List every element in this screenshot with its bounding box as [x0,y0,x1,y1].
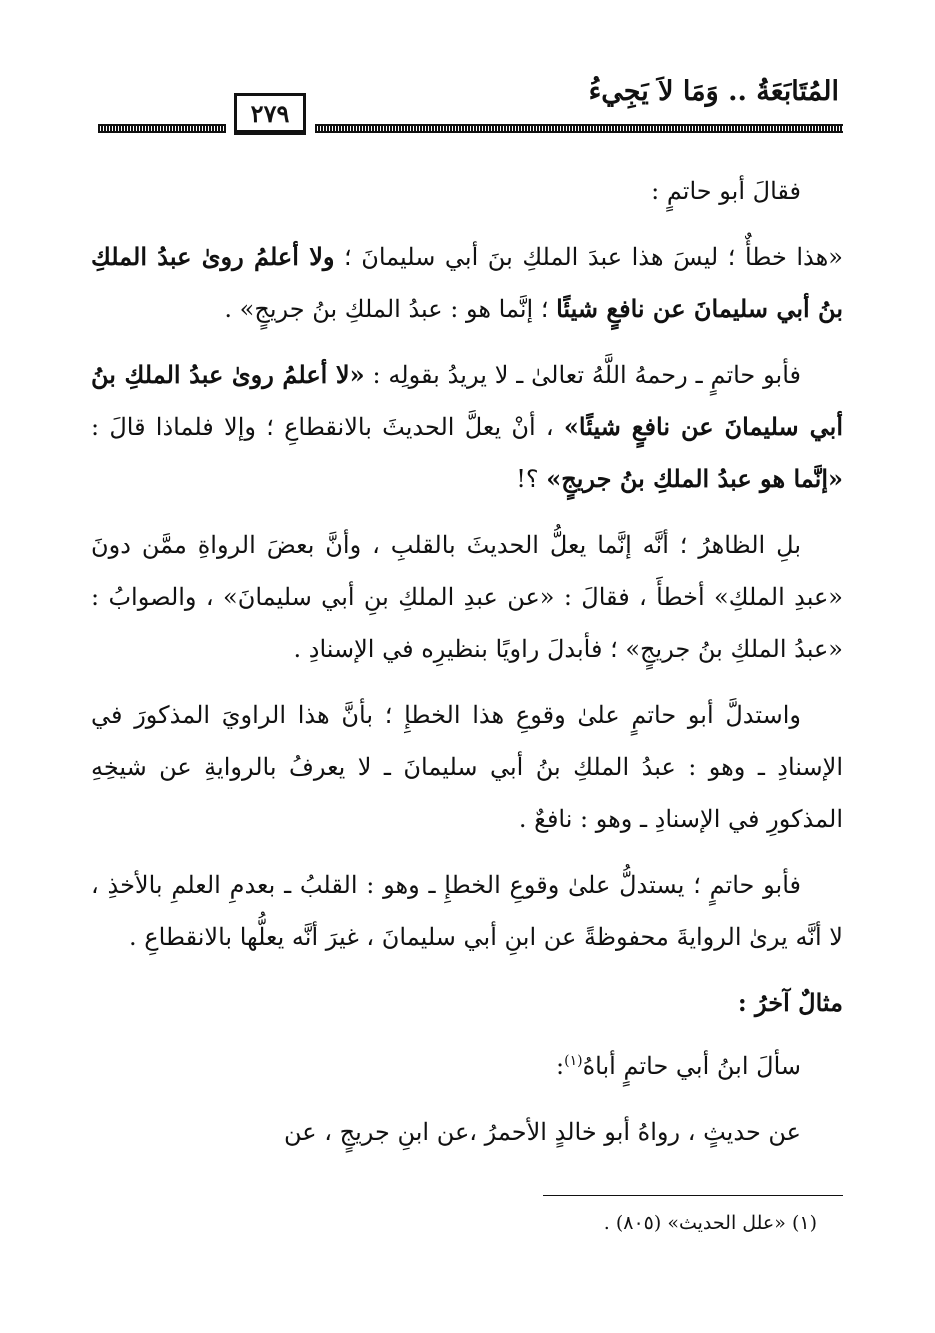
paragraph-8: عن حديثٍ ، رواهُ أبو خالدٍ الأحمرُ ،عن ابنِ جريجٍ ، عن [283,1118,801,1146]
page-number: ٢٧٩ [234,93,306,135]
footnote-reference[interactable]: (١) [564,1053,583,1069]
header-rule-right [315,124,843,133]
section-label: مثالٌ آخرُ : [737,988,843,1017]
body-text [91,165,843,1172]
paragraph-6: فأبو حاتمٍ ؛ يستدلُّ علىٰ وقوعِ الخطإِ ـ وهو : القلبُ ـ بعدمِ العلمِ بالأخذِ ، لا أنَّه يرىٰ الروايةَ محفوظةً عن ابنِ أبي سليمانَ ، غيرَ أنَّه يعلُّها بالانقطاعِ . [91,871,843,951]
footnote: (١) «علل الحديث» (٨٠٥) . [603,1212,817,1234]
paragraph-3: فأبو حاتمٍ ـ رحمهُ اللَّهُ تعالىٰ ـ لا يريدُ بقولِه : «لا أعلمُ روىٰ عبدُ الملكِ بنُ أبي سليمانَ عن نافعٍ شيئًا» ، أنْ يعلَّ الحديثَ بالانقطاعِ ؛ وإلا فلماذا قالَ : «إنَّما هو عبدُ الملكِ بنُ جريجٍ» ؟! [91,360,843,493]
header-rule-left [98,124,226,133]
bold-quote: «لا أعلمُ روىٰ عبدُ الملكِ بنُ أبي سليمانَ عن نافعٍ شيئًا» [91,360,843,441]
paragraph-5: واستدلَّ أبو حاتمٍ علىٰ وقوعِ هذا الخطإِ ؛ بأنَّ هذا الراويَ المذكورَ في الإسنادِ ـ وهو : عبدُ الملكِ بنُ أبي سليمانَ ـ لا يعرفُ بالروايةِ عن شيخِهِ المذكورِ في الإسنادِ ـ وهو : نافعٌ . [91,701,843,833]
running-header-title: المُتَابَعَةُ .. وَمَا لاَ يَجِيءُ [588,76,839,107]
paragraph-1: فقالَ أبو حاتمٍ : [651,177,801,205]
paragraph-2: «هذا خطأٌ ؛ ليسَ هذا عبدَ الملكِ بنَ أبي سليمانَ ؛ ولا أعلمُ روىٰ عبدُ الملكِ بنُ أبي سليمانَ عن نافعٍ شيئًا ؛ إنَّما هو : عبدُ الملكِ بنُ جريجٍ» . [91,242,843,323]
bold-quote: «إنَّما هو عبدُ الملكِ بنُ جريجٍ» [546,464,843,493]
paragraph-7: سألَ ابنُ أبي حاتمٍ أباهُ$^{(١)}$: [556,1052,801,1080]
footnote-separator [543,1195,843,1196]
paragraph-4: بلِ الظاهرُ ؛ أنَّه إنَّما يعلُّ الحديثَ بالقلبِ ، وأنَّ بعضَ الرواةِ ممَّن دونَ «عبدِ الملكِ» أخطأَ ، فقالَ : «عن عبدِ الملكِ بنِ أبي سليمانَ» ، والصوابُ : «عبدُ الملكِ بنُ جريجٍ» ؛ فأبدلَ راويًا بنظيرِه في الإسنادِ . [91,531,843,663]
bold-quote: ولا أعلمُ روىٰ عبدُ الملكِ بنُ أبي سليمانَ عن نافعٍ شيئًا [91,242,843,323]
